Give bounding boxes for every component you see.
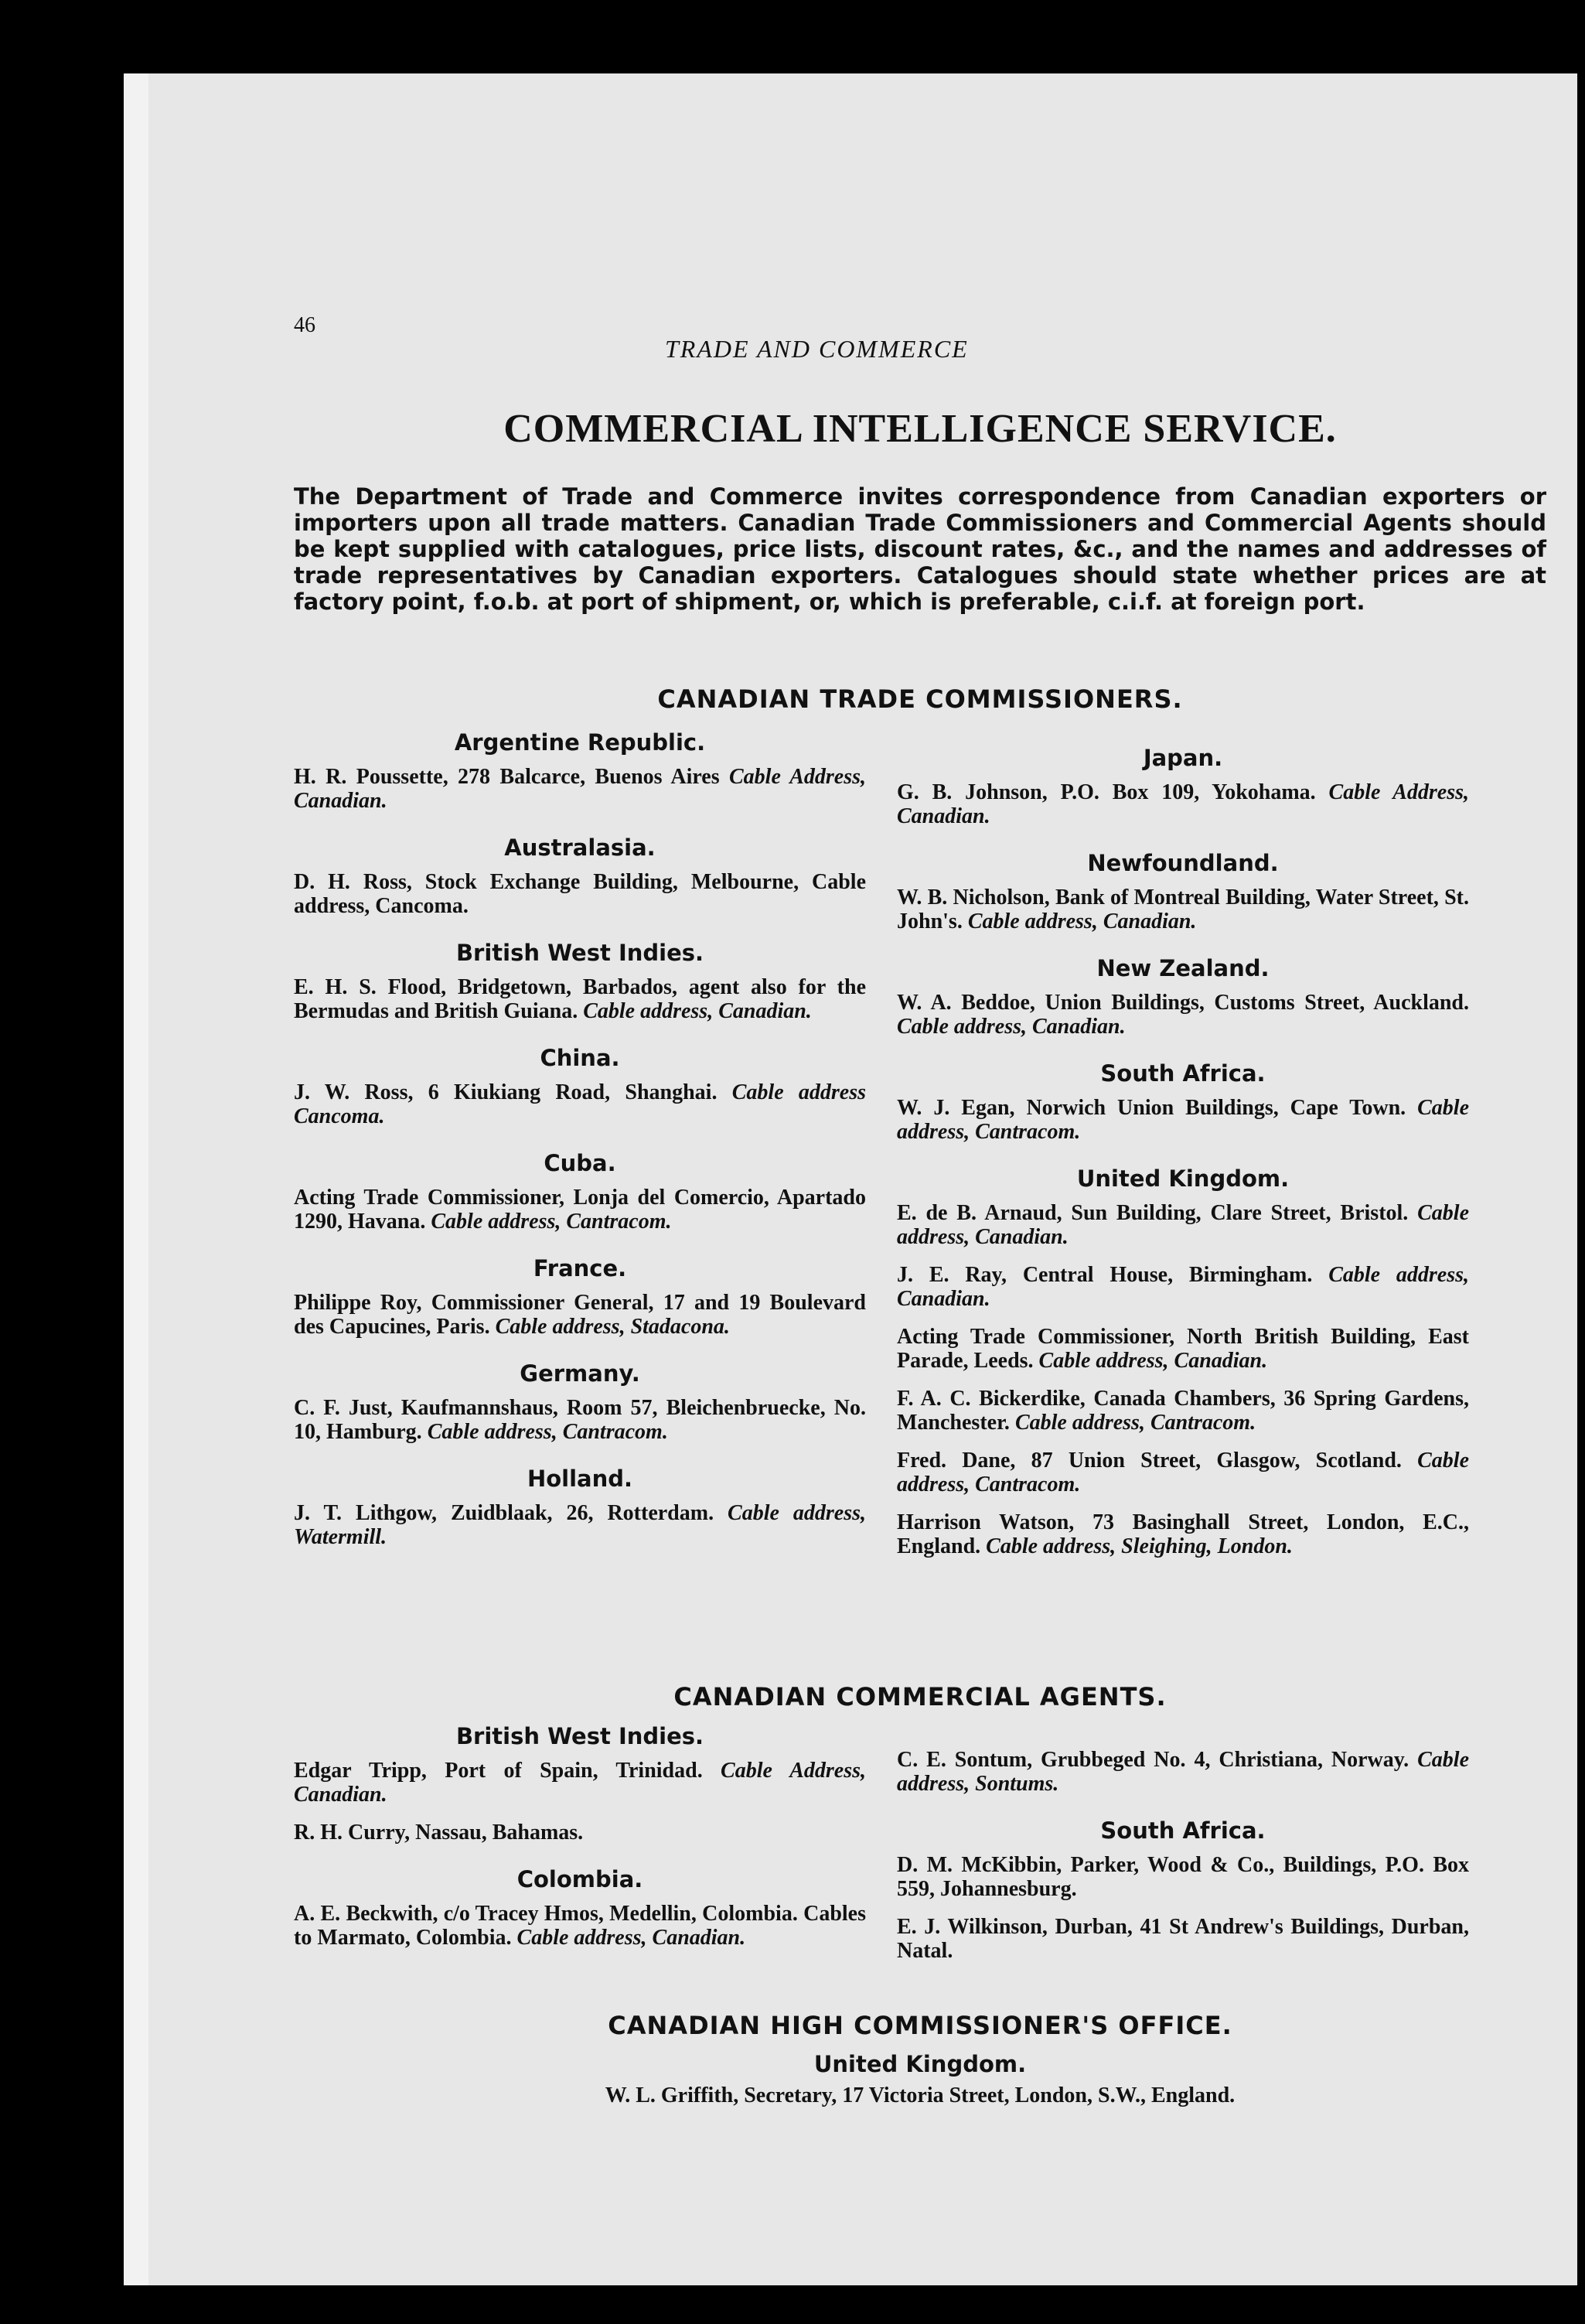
- directory-entry: [294, 1821, 866, 1845]
- cable-address: Cable address, Canadian.: [897, 1201, 1469, 1249]
- intro-paragraph: The Department of Trade and Commerce invites correspondence from Canadian exporters or importers upon all trade matters. Canadian Trade Commissioners and Commercial Agents should be kept supplied with catalogues, price lists, discount rates, &c., and the names and addresses of trade representatives by Canadian exporters. Catalogues should state whether prices are at factory point, f.o.b. at port of shipment, or, which is preferable, c.i.f. at foreign port.: [294, 483, 1546, 615]
- directory-entry: [897, 1387, 1469, 1435]
- entry-text: Acting Trade Commissioner, Lonja del Comercio, Apartado 1290, Havana.: [294, 1186, 866, 1234]
- cable-address: Cable address, Canadian.: [897, 1263, 1470, 1311]
- entry-text: C. F. Just, Kaufmannshaus, Room 57, Bleichenbruecke, No. 10, Hamburg.: [294, 1396, 866, 1444]
- cable-address: Cable address, Cantracom.: [1014, 1411, 1256, 1435]
- cable-address: Cable address, Canadian.: [1038, 1349, 1268, 1373]
- country-heading: France.: [533, 1255, 627, 1281]
- country-heading: United Kingdom.: [1076, 1165, 1290, 1192]
- high-commissioner-section: [294, 2011, 1546, 2121]
- cable-address: Cable Address, Canadian.: [897, 780, 1469, 828]
- directory-entry: [294, 765, 866, 813]
- directory-entry: [294, 870, 866, 918]
- country-heading: China.: [540, 1045, 620, 1071]
- section-heading-agents: CANADIAN COMMERCIAL AGENTS.: [673, 1682, 1167, 1711]
- section-heading-high-commissioner: CANADIAN HIGH COMMISSIONER'S OFFICE.: [608, 2011, 1232, 2040]
- entry-text: J. W. Ross, 6 Kiukiang Road, Shanghai.: [294, 1080, 718, 1104]
- entry-text: Fred. Dane, 87 Union Street, Glasgow, Scotland.: [897, 1449, 1402, 1473]
- directory-entry: [294, 1186, 866, 1234]
- commissioners-left-column: [294, 708, 866, 1563]
- directory-entry: [294, 1291, 866, 1339]
- cable-address: Cable address, Sleighing, London.: [986, 1534, 1293, 1558]
- country-heading: Australasia.: [504, 834, 656, 861]
- entry-text: J. T. Lithgow, Zuidblaak, 26, Rotterdam.: [294, 1501, 714, 1525]
- country-heading: South Africa.: [1100, 1060, 1266, 1087]
- entry-text: D. M. McKibbin, Parker, Wood & Co., Buildings, P.O. Box 559, Johannesburg.: [897, 1853, 1469, 1901]
- cable-address: Cable address, Stadacona.: [495, 1315, 730, 1339]
- cable-address: Cable address, Canadian.: [967, 909, 1197, 933]
- entry-text: W. L. Griffith, Secretary, 17 Victoria Street, London, S.W., England.: [605, 2083, 1236, 2107]
- entry-text: F. A. C. Bickerdike, Canada Chambers, 36 Spring Gardens, Manchester.: [897, 1387, 1469, 1435]
- directory-entry: [294, 1902, 866, 1950]
- entry-text: Edgar Tripp, Port of Spain, Trinidad.: [294, 1759, 703, 1783]
- directory-entry: [897, 1449, 1469, 1496]
- commissioners-right-column: [897, 723, 1469, 1572]
- cable-address: Cable address, Cantracom.: [897, 1096, 1470, 1144]
- cable-address: Cable address, Cantracom.: [427, 1420, 668, 1444]
- cable-address: Cable address, Cantracom.: [897, 1449, 1469, 1496]
- directory-entry: [897, 1748, 1469, 1796]
- entry-text: Philippe Roy, Commissioner General, 17 and 19 Boulevard des Capucines, Paris.: [294, 1291, 866, 1339]
- cable-address: Cable address, Canadian.: [897, 1015, 1126, 1039]
- country-heading: Newfoundland.: [1087, 850, 1279, 876]
- country-heading: Holland.: [527, 1466, 633, 1492]
- cable-address: Cable Address, Canadian.: [294, 765, 866, 813]
- entry-text: W. B. Nicholson, Bank of Montreal Building, Water Street, St. John's.: [897, 886, 1469, 933]
- directory-entry: [294, 975, 866, 1023]
- directory-entry: [294, 1396, 866, 1444]
- directory-entry: [294, 1759, 866, 1807]
- country-heading: New Zealand.: [1096, 955, 1270, 981]
- cable-address: Cable address, Canadian.: [516, 1926, 746, 1950]
- country-heading: Colombia.: [516, 1866, 643, 1892]
- country-heading: Argentine Republic.: [454, 729, 706, 756]
- entry-text: H. R. Poussette, 278 Balcarce, Buenos Aires: [294, 765, 720, 789]
- entry-text: E. de B. Arnaud, Sun Building, Clare Street, Bristol.: [897, 1201, 1409, 1225]
- directory-entry: [897, 1853, 1469, 1901]
- cable-address: Cable Address, Canadian.: [294, 1759, 866, 1807]
- entry-text: R. H. Curry, Nassau, Bahamas.: [294, 1821, 584, 1845]
- entry-text: J. E. Ray, Central House, Birmingham.: [897, 1263, 1313, 1287]
- directory-entry: [897, 780, 1469, 828]
- page-edge: [124, 73, 148, 2285]
- cable-address: Cable address, Cantracom.: [431, 1210, 672, 1234]
- page-number: 46: [294, 313, 315, 337]
- entry-text: Acting Trade Commissioner, North British Building, East Parade, Leeds.: [897, 1325, 1469, 1373]
- directory-entry: [294, 1501, 866, 1549]
- entry-text: Harrison Watson, 73 Basinghall Street, London, E.C., England.: [897, 1510, 1469, 1558]
- directory-entry: [897, 1510, 1469, 1558]
- scanned-page: [124, 73, 1577, 2285]
- entry-text: E. J. Wilkinson, Durban, 41 St Andrew's Buildings, Durban, Natal.: [897, 1915, 1469, 1963]
- directory-entry: [897, 1201, 1469, 1249]
- country-heading: Cuba.: [544, 1150, 616, 1176]
- cable-address: Cable address, Watermill.: [294, 1501, 867, 1549]
- entry-text: E. H. S. Flood, Bridgetown, Barbados, agent also for the Bermudas and British Guiana.: [294, 975, 866, 1023]
- entry-text: D. H. Ross, Stock Exchange Building, Melbourne, Cable address, Cancoma.: [294, 870, 866, 918]
- agents-right-column: [897, 1732, 1469, 1977]
- entry-text: C. E. Sontum, Grubbeged No. 4, Christiana, Norway.: [897, 1748, 1409, 1772]
- entry-text: G. B. Johnson, P.O. Box 109, Yokohama.: [897, 780, 1316, 804]
- country-heading: South Africa.: [1100, 1817, 1266, 1844]
- entry-text: W. J. Egan, Norwich Union Buildings, Cape Town.: [897, 1096, 1406, 1120]
- cable-address: Cable address Cancoma.: [294, 1080, 867, 1128]
- directory-entry: [897, 1096, 1469, 1144]
- country-heading: British West Indies.: [455, 1723, 704, 1749]
- country-heading: British West Indies.: [455, 940, 704, 966]
- agents-left-column: [294, 1701, 866, 1964]
- country-heading: Japan.: [1143, 745, 1223, 771]
- directory-entry: [897, 991, 1469, 1039]
- page-title: COMMERCIAL INTELLIGENCE SERVICE.: [503, 407, 1337, 451]
- directory-entry: [897, 1263, 1469, 1311]
- cable-address: Cable address, Sontums.: [897, 1748, 1469, 1796]
- directory-entry: [897, 1915, 1469, 1963]
- directory-entry: [897, 1325, 1469, 1373]
- directory-entry: [897, 886, 1469, 933]
- entry-text: W. A. Beddoe, Union Buildings, Customs Street, Auckland.: [897, 991, 1469, 1015]
- country-heading: Germany.: [520, 1360, 640, 1387]
- cable-address: Cable address, Canadian.: [583, 999, 812, 1023]
- section-heading-commissioners: CANADIAN TRADE COMMISSIONERS.: [657, 684, 1183, 714]
- running-head: TRADE AND COMMERCE: [665, 335, 969, 363]
- country-heading: United Kingdom.: [813, 2051, 1027, 2077]
- directory-entry: [294, 1080, 866, 1128]
- entry-text: A. E. Beckwith, c/o Tracey Hmos, Medellin, Colombia. Cables to Marmato, Colombia.: [294, 1902, 866, 1950]
